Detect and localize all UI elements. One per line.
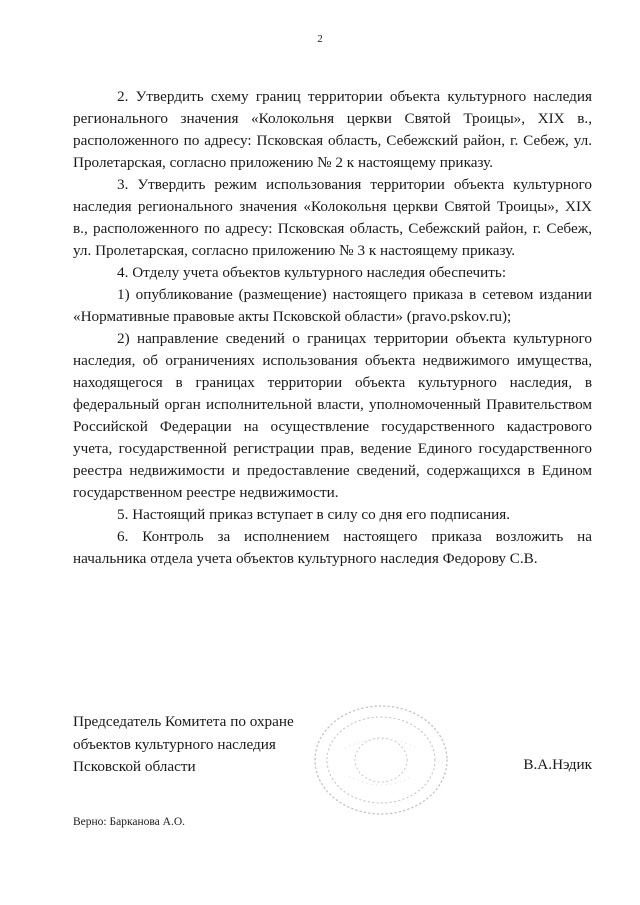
- signatory-name: В.А.Нэдик: [523, 756, 592, 773]
- paragraph-item-3: 3. Утвердить режим использования территории объекта культурного наследия регионального значения «Колокольня церкви Святой Троицы», XIX в., расположенного по адресу: Псковская область, Себежский район, г. Себеж, ул. Пролетарская, согласно приложению № 3 к настоящему приказу.: [73, 176, 592, 259]
- paragraph-item-5: 5. Настоящий приказ вступает в силу со дня его подписания.: [117, 506, 511, 523]
- verified-by: Верно: Барканова А.О.: [73, 816, 185, 828]
- document-body: [73, 86, 592, 570]
- page-number: 2: [317, 33, 323, 45]
- signatory-title-line: Псковской области: [73, 758, 196, 775]
- paragraph-subitem-1: 1) опубликование (размещение) настоящего приказа в сетевом издании «Нормативные правовые акты Псковской области» (pravo.pskov.ru);: [73, 286, 592, 325]
- signatory-position: [73, 711, 294, 779]
- paragraph-item-4: 4. Отделу учета объектов культурного наследия обеспечить:: [117, 264, 507, 281]
- paragraph-item-6: 6. Контроль за исполнением настоящего приказа возложить на начальника отдела учета объектов культурного наследия Федорову С.В.: [73, 528, 592, 567]
- official-seal: [305, 700, 455, 818]
- paragraph-item-2: 2. Утвердить схему границ территории объекта культурного наследия регионального значения «Колокольня церкви Святой Троицы», XIX в., расположенного по адресу: Псковская область, Себежский район, г. Себеж, ул. Пролетарская, согласно приложению № 2 к настоящему приказу.: [73, 88, 592, 171]
- signatory-title-line: объектов культурного наследия: [73, 735, 276, 753]
- signatory-title-line: Председатель Комитета по охране: [73, 713, 294, 730]
- paragraph-subitem-2: 2) направление сведений о границах территории объекта культурного наследия, об ограничениях использования объекта недвижимого имущества, находящегося в границах территории объекта культурного наследия, в федеральный орган исполнительной власти, уполномоченный Правительством Российской Федерации на осуществление государственного кадастрового учета, государственной регистрации прав, ведение Единого государственного реестра недвижимости и предоставление сведений, содержащихся в Едином государственном реестре недвижимости.: [73, 330, 592, 501]
